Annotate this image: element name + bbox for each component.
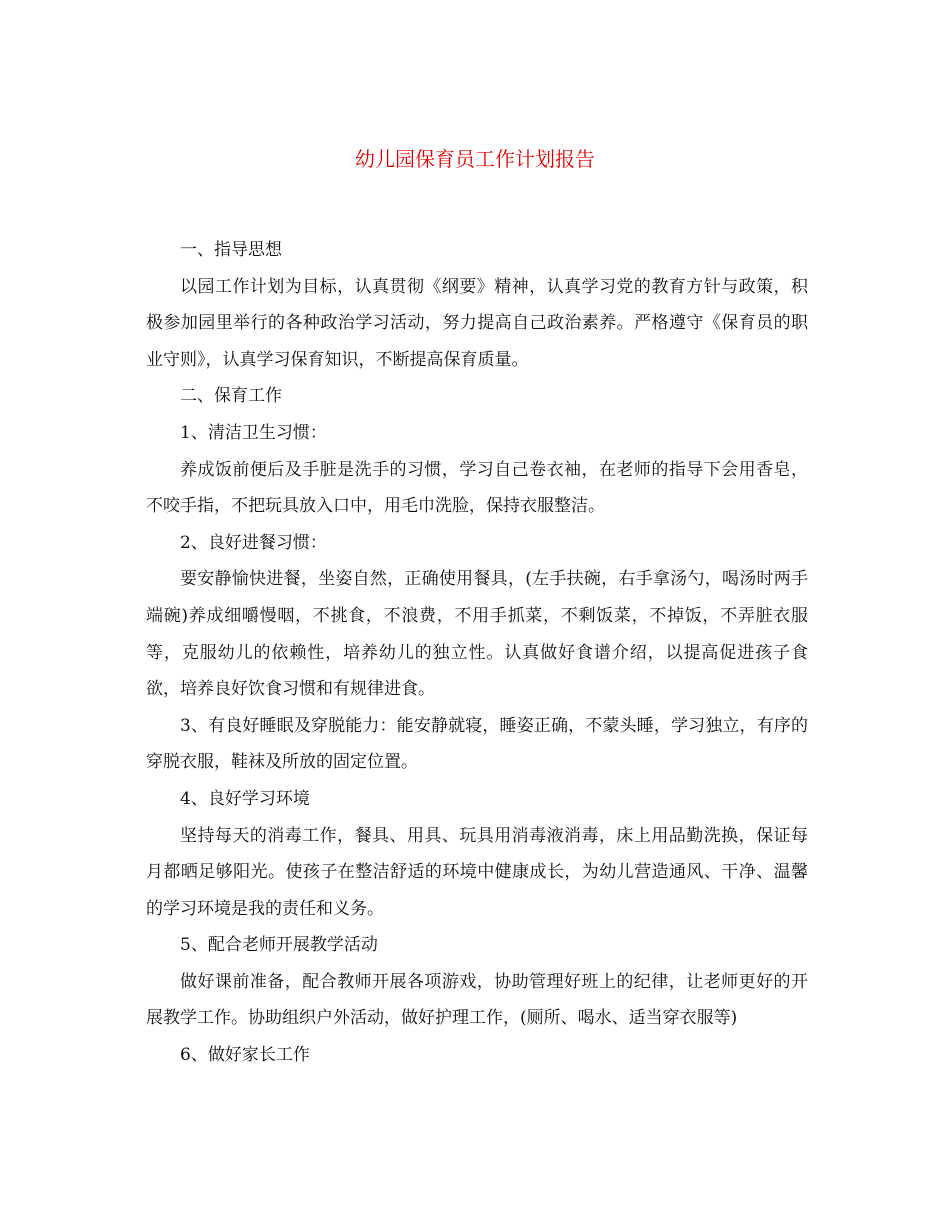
paragraph-eating-habits: 要安静愉快进餐，坐姿自然，正确使用餐具，(左手扶碗，右手拿汤勺，喝汤时两手端碗)养成细嚼慢咽，不挑食，不浪费，不用手抓菜，不剩饭菜，不掉饭，不弄脏衣服等，克服幼儿的依赖性，培养幼儿的独立性。认真做好食谱介绍，以提高促进孩子食欲，培养良好饮食习惯和有规律进食。	[146, 569, 808, 700]
subheading-teaching-support: 5、配合老师开展教学活动	[180, 935, 378, 956]
subheading-learning-environment: 4、良好学习环境	[180, 788, 310, 809]
document-body	[146, 232, 808, 1074]
paragraph-hygiene-habits: 养成饭前便后及手脏是洗手的习惯，学习自己卷衣袖，在老师的指导下会用香皂，不咬手指，不把玩具放入口中，用毛巾洗脸，保持衣服整洁。	[146, 459, 808, 517]
subheading-eating-habits: 2、良好进餐习惯：	[180, 532, 327, 553]
heading-guiding-thought: 一、指导思想	[180, 240, 282, 260]
paragraph-teaching-support: 做好课前准备，配合教师开展各项游戏，协助管理好班上的纪律，让老师更好的开展教学工作。协助组织户外活动，做好护理工作，(厕所、喝水、适当穿衣服等)	[146, 971, 808, 1029]
subheading-parent-work: 6、做好家长工作	[180, 1045, 310, 1066]
paragraph-guiding-thought: 以园工作计划为目标，认真贯彻《纲要》精神，认真学习党的教育方针与政策，积极参加园里举行的各种政治学习活动，努力提高自己政治素养。严格遵守《保育员的职业守则》，认真学习保育知识，不断提高保育质量。	[146, 276, 808, 370]
paragraph-learning-environment: 坚持每天的消毒工作，餐具、用具、玩具用消毒液消毒，床上用品勤洗换，保证每月都晒足够阳光。使孩子在整洁舒适的环境中健康成长，为幼儿营造通风、干净、温馨的学习环境是我的责任和义务。	[146, 825, 808, 919]
document-title: 幼儿园保育员工作计划报告	[355, 147, 595, 171]
heading-care-work: 二、保育工作	[180, 386, 282, 407]
paragraph-sleep-dressing: 3、有良好睡眠及穿脱能力：能安静就寝，睡姿正确，不蒙头睡，学习独立，有序的穿脱衣服，鞋袜及所放的固定位置。	[146, 715, 808, 773]
subheading-hygiene-habits: 1、清洁卫生习惯：	[180, 422, 327, 443]
